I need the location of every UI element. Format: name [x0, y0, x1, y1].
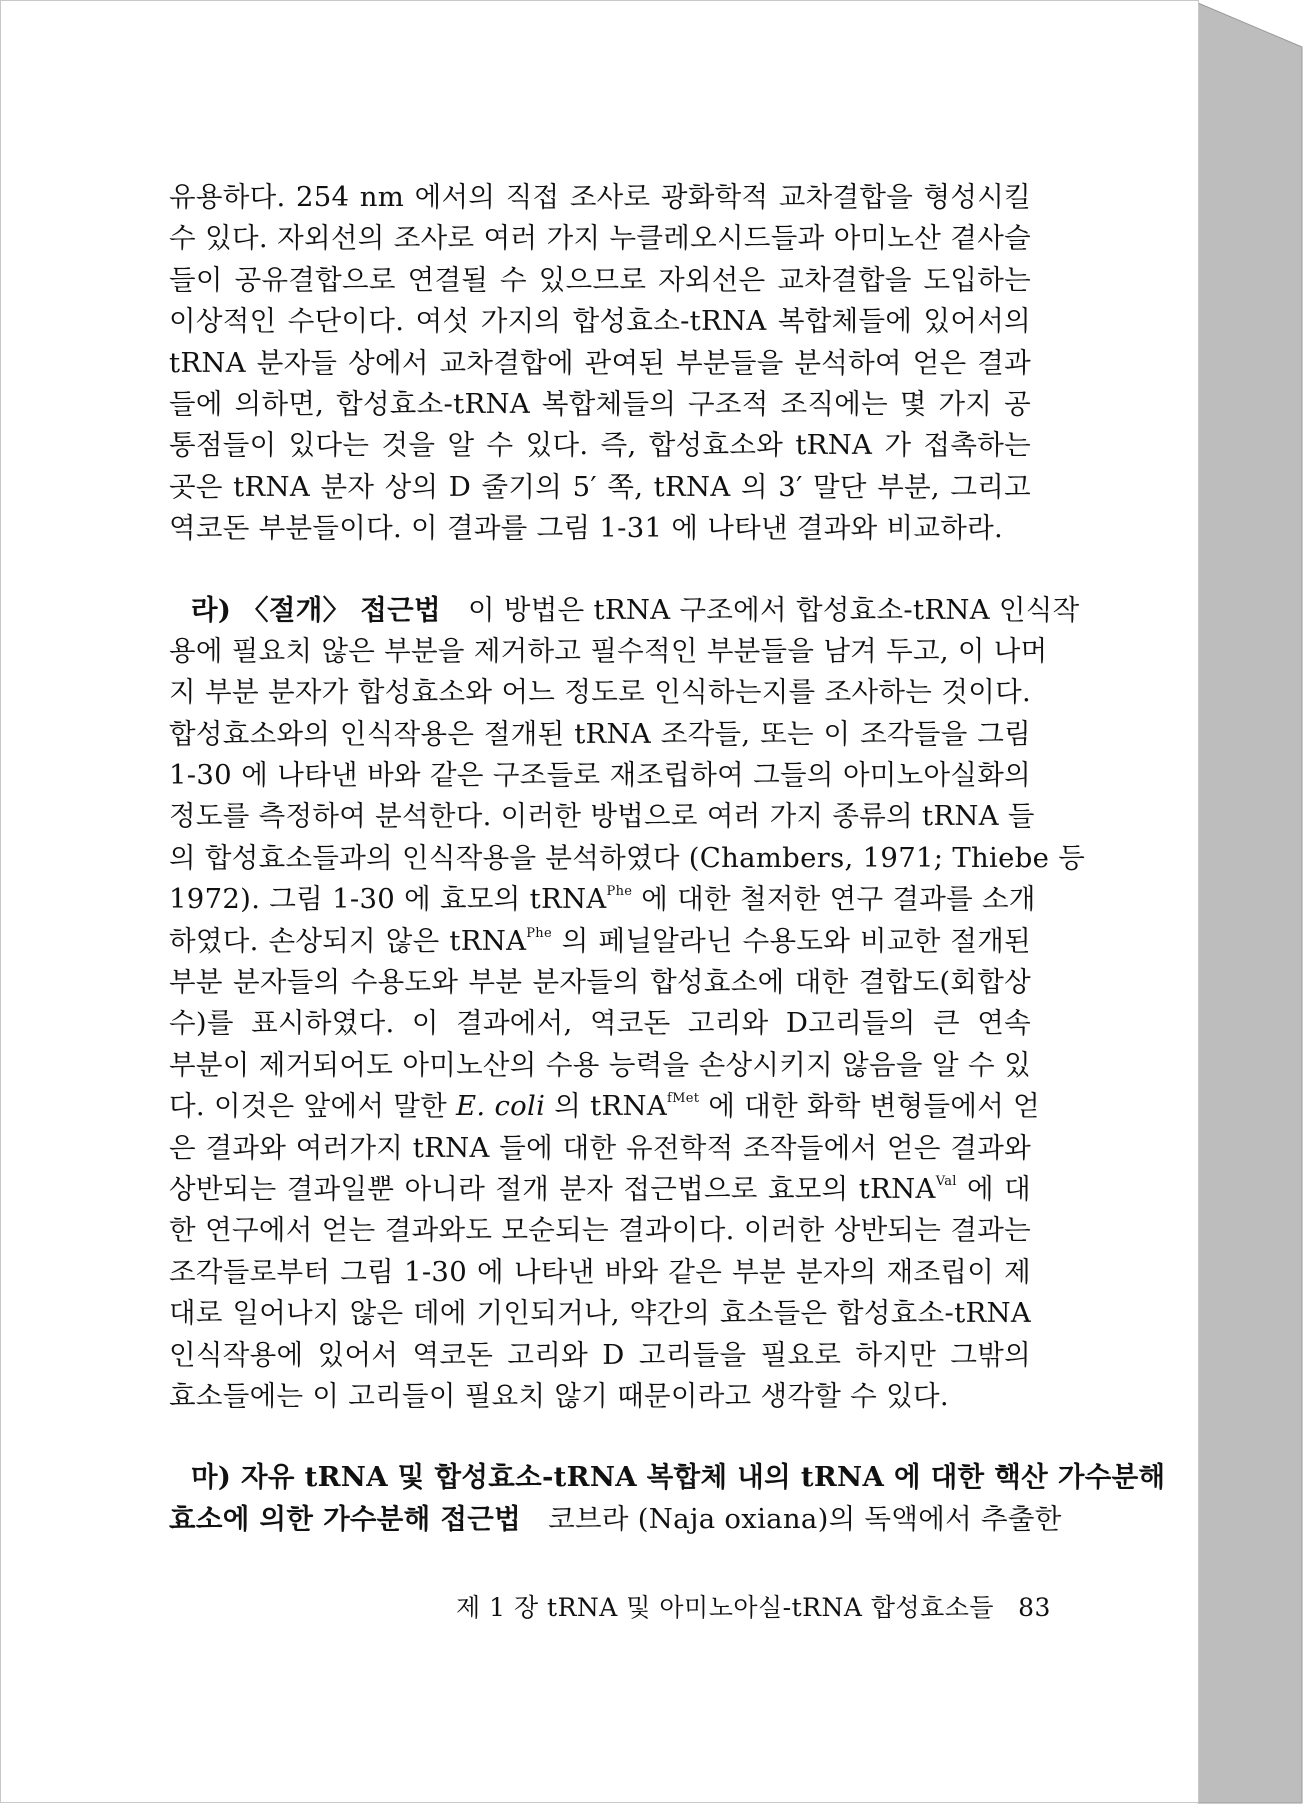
paragraph-3	[169, 1457, 1166, 1540]
text-line: 역코돈 부분들이다. 이 결과를 그림 1-31 에 나타낸 결과와 비교하라.	[169, 512, 1004, 545]
paragraph-2	[169, 590, 1086, 1418]
text-line: 인식작용에 있어서 역코돈 고리와 D 고리들을 필요로 하지만 그밖의	[169, 1338, 1031, 1371]
text-line: 통점들이 있다는 것을 알 수 있다. 즉, 합성효소와 tRNA 가 접촉하는	[169, 429, 1031, 462]
text-line: 유용하다. 254 nm 에서의 직접 조사로 광화학적 교차결합을 형성시킬	[169, 181, 1031, 213]
page-number: 83	[1018, 1593, 1051, 1622]
text-line: 상반되는 결과일뿐 아니라 절개 분자 접근법으로 효모의 tRNA$^{Val}$ 에 대	[169, 1172, 1031, 1205]
text-line: 부분 분자들의 수용도와 부분 분자들의 합성효소에 대한 결합도(회합상	[169, 966, 1031, 999]
text-line: 한 연구에서 얻는 결과와도 모순되는 결과이다. 이러한 상반되는 결과는	[169, 1214, 1031, 1247]
text-line: 부분이 제거되어도 아미노산의 수용 능력을 손상시키지 않음을 알 수 있	[169, 1048, 1031, 1081]
text-line: 라) 〈절개〉 접근법 이 방법은 tRNA 구조에서 합성효소-tRNA 인식작	[191, 593, 1080, 626]
text-line: 들에 의하면, 합성효소-tRNA 복합체들의 구조적 조직에는 몇 가지 공	[169, 387, 1031, 420]
text-line: 지 부분 분자가 합성효소와 어느 정도로 인식하는지를 조사하는 것이다.	[169, 676, 1031, 709]
paragraph-1	[169, 177, 1031, 550]
text-line: 용에 필요치 않은 부분을 제거하고 필수적인 부분들을 남겨 두고, 이 나머	[169, 634, 1048, 667]
body-text	[169, 177, 1166, 1540]
text-line: tRNA 분자들 상에서 교차결합에 관여된 부분들을 분석하여 얻은 결과	[169, 346, 1031, 379]
text-line: 수 있다. 자외선의 조사로 여러 가지 누클레오시드들과 아미노산 곁사슬	[169, 222, 1031, 255]
text-line: 곳은 tRNA 분자 상의 D 줄기의 5′ 쪽, tRNA 의 3′ 말단 부분, 그리고	[169, 470, 1031, 503]
text-line: 대로 일어나지 않은 데에 기인되거나, 약간의 효소들은 합성효소-tRNA	[169, 1297, 1031, 1330]
text-line: 합성효소와의 인식작용은 절개된 tRNA 조각들, 또는 이 조각들을 그림	[169, 717, 1031, 750]
text-line: 다. 이것은 앞에서 말한 E. coli 의 tRNA$^{fMet}$ 에 대한 화학 변형들에서 얻	[169, 1090, 1041, 1123]
text-line: 이상적인 수단이다. 여섯 가지의 합성효소-tRNA 복합체들에 있어서의	[169, 305, 1031, 338]
running-title: 제 1 장 tRNA 및 아미노아실-tRNA 합성효소들	[456, 1593, 995, 1622]
text-line: 효소들에는 이 고리들이 필요치 않기 때문이라고 생각할 수 있다.	[169, 1379, 949, 1412]
page-footer	[456, 1588, 1051, 1624]
text-line: 은 결과와 여러가지 tRNA 들에 대한 유전학적 조작들에서 얻은 결과와	[169, 1131, 1031, 1164]
text-line: 의 합성효소들과의 인식작용을 분석하였다 (Chambers, 1971; Thiebe 등	[169, 841, 1086, 874]
text-line: 1-30 에 나타낸 바와 같은 구조들로 재조립하여 그들의 아미노아실화의	[169, 759, 1031, 792]
text-line: 하였다. 손상되지 않은 tRNA$^{Phe}$ 의 페닐알라닌 수용도와 비교한 절개된	[169, 924, 1031, 957]
section-heading: 라) 〈절개〉 접근법	[191, 593, 441, 626]
text-line: 1972). 그림 1-30 에 효모의 tRNA$^{Phe}$ 에 대한 철저한 연구 결과를 소개	[169, 883, 1036, 916]
section-heading: 효소에 의한 가수분해 접근법	[169, 1502, 522, 1535]
text-line: 효소에 의한 가수분해 접근법 코브라 (Naja oxiana)의 독액에서 추출한	[169, 1502, 1062, 1535]
text-line: 정도를 측정하여 분석한다. 이러한 방법으로 여러 가지 종류의 tRNA 들	[169, 800, 1035, 833]
text-line: 조각들로부터 그림 1-30 에 나타낸 바와 같은 부분 분자의 재조립이 제	[169, 1255, 1031, 1288]
text-line: 들이 공유결합으로 연결될 수 있으므로 자외선은 교차결합을 도입하는	[169, 263, 1031, 296]
text-line: 수)를 표시하였다. 이 결과에서, 역코돈 고리와 D고리들의 큰 연속	[169, 1007, 1031, 1040]
section-heading: 마) 자유 tRNA 및 합성효소-tRNA 복합체 내의 tRNA 에 대한 핵산 가수분해	[191, 1461, 1166, 1494]
